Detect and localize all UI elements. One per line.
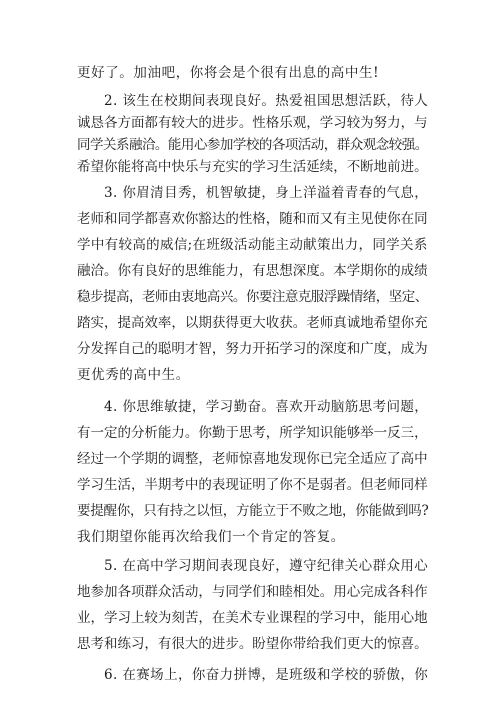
text-line: 稳步提高，老师由衷地高兴。你要注意克服浮躁情绪，坚定、 — [77, 289, 428, 305]
text-line: 老师和同学都喜欢你豁达的性格，随和而又有主见使你在同 — [77, 211, 428, 227]
text-line: 有一定的分析能力。你勤于思考，所学知识能够举一反三， — [77, 425, 428, 441]
paragraph-3-start: 3. 你眉清目秀，机智敏捷，身上洋溢着青春的气息， — [104, 185, 429, 201]
text-line: 经过一个学期的调整，老师惊喜地发现你已完全适应了高中 — [77, 451, 428, 467]
text-line: 同学关系融洽。能用心参加学校的各项活动，群众观念较强。 — [77, 137, 428, 153]
text-line: 思考和练习，有很大的进步。盼望你带给我们更大的惊喜。 — [77, 636, 428, 652]
text-line: 学中有较高的威信;在班级活动能主动献策出力，同学关系 — [77, 237, 428, 253]
text-line: 诚恳各方面都有较大的进步。性格乐观，学习较为努力，与 — [77, 115, 428, 131]
text-line: 要提醒你，只有持之以恒，方能立于不败之地，你能做到吗? — [77, 503, 429, 519]
text-line: 分发挥自己的聪明才智，努力开拓学习的深度和广度，成为 — [77, 341, 428, 357]
paragraph-5-start: 5. 在高中学习期间表现良好，遵守纪律关心群众用心 — [104, 558, 429, 574]
text-line: 融洽。你有良好的思维能力，有思想深度。本学期你的成绩 — [77, 263, 428, 279]
text-line: 更好了。加油吧，你将会是个很有出息的高中生! — [77, 65, 380, 81]
text-line: 业，学习上较为刻苦，在美术专业课程的学习中，能用心地 — [77, 610, 428, 626]
text-line: 踏实，提高效率，以期获得更大收获。老师真诚地希望你充 — [77, 315, 428, 331]
text-line: 希望你能将高中快乐与充实的学习生活延续，不断地前进。 — [77, 159, 428, 175]
text-line: 我们期望你能再次给我们一个肯定的答复。 — [77, 529, 345, 545]
paragraph-4-start: 4. 你思维敏捷，学习勤奋。喜欢开动脑筋思考问题， — [104, 399, 429, 415]
text-line: 学习生活，半期考中的表现证明了你不是弱者。但老师同样 — [77, 477, 428, 493]
paragraph-6-start: 6. 在赛场上，你奋力拼博，是班级和学校的骄傲，你 — [104, 667, 429, 683]
paragraph-2-start: 2. 该生在校期间表现良好。热爱祖国思想活跃，待人 — [104, 93, 429, 109]
text-line: 更优秀的高中生。 — [77, 367, 190, 383]
text-line: 地参加各项群众活动，与同学们和睦相处。用心完成各科作 — [77, 584, 428, 600]
